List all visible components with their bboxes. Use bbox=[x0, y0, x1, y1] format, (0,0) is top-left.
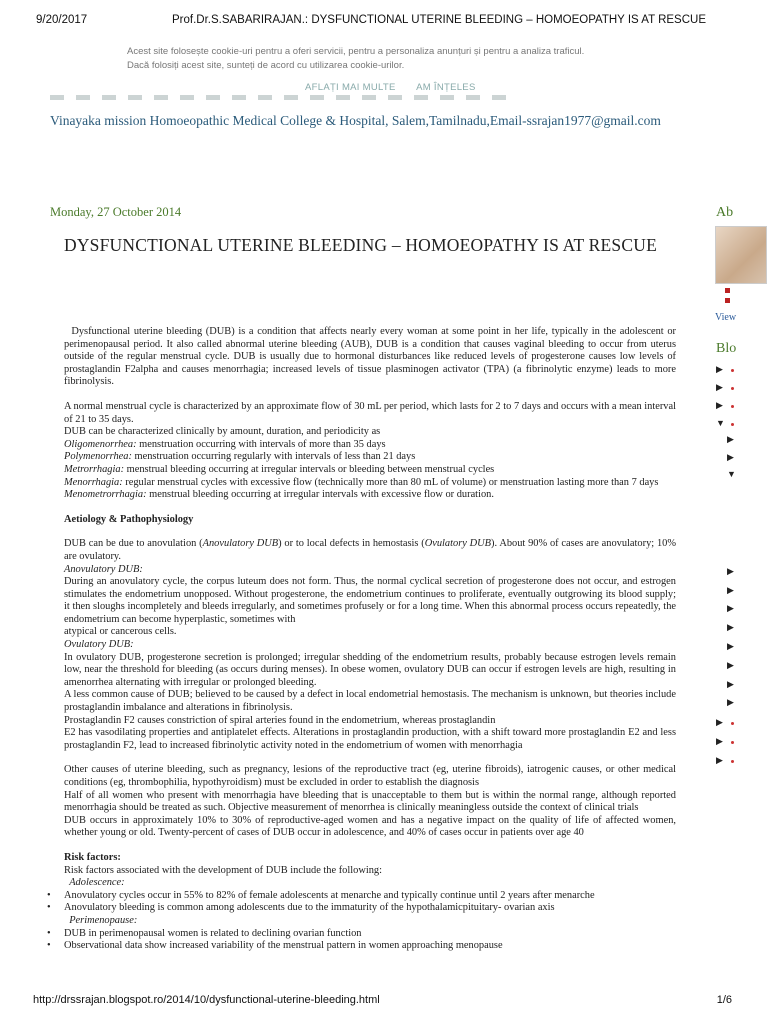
archive-toggle-icon[interactable]: ▶ bbox=[716, 364, 723, 374]
risk-factors-intro: Risk factors associated with the development of DUB include the following: bbox=[64, 864, 383, 876]
cycle-paragraph: A normal menstrual cycle is characterized by an approximate flow of 30 mL per period, which lasts for 2 to 7 days and occurs with a mean interval of 21 to 35 days. bbox=[64, 400, 676, 425]
accept-cookies-button[interactable]: AM ÎNȚELES bbox=[416, 82, 476, 93]
archive-toggle-icon[interactable]: ▶ bbox=[727, 641, 734, 651]
ovulatory-label: Ovulatory DUB: bbox=[64, 639, 134, 651]
prostaglandin-f2-line: Prostaglandin F2 causes constriction of spiral arteries found in the endometrium, whereas prostaglandin bbox=[64, 714, 496, 726]
blog-archive-heading: Blo bbox=[716, 341, 737, 356]
archive-link[interactable] bbox=[731, 760, 734, 763]
archive-toggle-icon[interactable]: ▶ bbox=[727, 585, 734, 595]
list-item: • Anovulatory cycles occur in 55% to 82% of female adolescents at menarche and typically continue until 2 years after menarche bbox=[64, 890, 676, 903]
list-item: • Anovulatory bleeding is common among adolescents due to the immaturity of the hypothalamicpituitary- ovarian axis bbox=[64, 902, 676, 915]
profile-link-marker[interactable] bbox=[725, 298, 730, 303]
adolescence-label: Adolescence: bbox=[69, 877, 125, 889]
archive-toggle-icon[interactable]: ▼ bbox=[727, 469, 736, 479]
learn-more-button[interactable]: AFLAȚI MAI MULTE bbox=[305, 82, 396, 93]
hidden-blog-title-strip bbox=[50, 95, 510, 100]
archive-toggle-icon[interactable]: ▶ bbox=[716, 736, 723, 746]
archive-link[interactable] bbox=[731, 423, 734, 426]
archive-link[interactable] bbox=[731, 722, 734, 725]
occurrence-paragraph: DUB occurs in approximately 10% to 30% of reproductive-aged women and has a negative impact on the quality of life of affected women, whether young or old. Twenty-percent of cases of DUB occur in adolescence, and 40% of cases occur in patients over age 40 bbox=[64, 814, 676, 839]
cookie-text-line2: Dacă folosiți acest site, sunteți de acord cu utilizarea cookie-urilor. bbox=[127, 60, 405, 71]
post-date: Monday, 27 October 2014 bbox=[50, 205, 182, 219]
archive-toggle-icon[interactable]: ▶ bbox=[727, 452, 734, 462]
anovulatory-label: Anovulatory DUB: bbox=[64, 563, 143, 575]
prostaglandin-e2-paragraph: E2 has vasodilating properties and antiplatelet effects. Alterations in prostaglandin production, with a shift toward more prostaglandin E2 and less prostaglandin F2, lead to increased fibrinolytic activity noted in the endometrium of women with menorrhagia bbox=[64, 727, 676, 751]
archive-toggle-icon[interactable]: ▶ bbox=[727, 697, 734, 707]
blog-description: Vinayaka mission Homoeopathic Medical College & Hospital, Salem,Tamilnadu,Email-ssrajan1977@gmail.com bbox=[50, 113, 661, 128]
right-sidebar bbox=[712, 0, 768, 1024]
profile-link-marker[interactable] bbox=[725, 288, 730, 293]
archive-toggle-icon[interactable]: ▶ bbox=[727, 603, 734, 613]
archive-toggle-icon[interactable]: ▼ bbox=[716, 418, 725, 428]
archive-toggle-icon[interactable]: ▶ bbox=[716, 400, 723, 410]
archive-link[interactable] bbox=[731, 741, 734, 744]
post-body bbox=[64, 326, 676, 953]
archive-toggle-icon[interactable]: ▶ bbox=[727, 622, 734, 632]
print-header bbox=[0, 14, 768, 30]
list-item: • Observational data show increased variability of the menstrual pattern in women approaching menopause bbox=[64, 940, 676, 953]
archive-link[interactable] bbox=[731, 405, 734, 408]
def-menorrhagia: Menorrhagia: regular menstrual cycles with excessive flow (technically more than 80 mL of volume) or menstruation lasting more than 7 days bbox=[64, 476, 659, 488]
perimenopause-label: Perimenopause: bbox=[69, 914, 138, 926]
print-title: Prof.Dr.S.SABARIRAJAN.: DYSFUNCTIONAL UTERINE BLEEDING – HOMOEOPATHY IS AT RESCUE bbox=[172, 14, 707, 26]
other-causes-paragraph: Other causes of uterine bleeding, such as pregnancy, lesions of the reproductive tract (eg, uterine fibroids), iatrogenic causes, or other medical conditions (eg, thrombophilia, hypothyroidism) must be excluded in order to establish the diagnosis bbox=[64, 764, 676, 788]
archive-toggle-icon[interactable]: ▶ bbox=[716, 755, 723, 765]
archive-toggle-icon[interactable]: ▶ bbox=[727, 679, 734, 689]
archive-link[interactable] bbox=[731, 387, 734, 390]
list-item: • DUB in perimenopausal women is related to declining ovarian function bbox=[64, 928, 676, 941]
def-oligomenorrhea: Oligomenorrhea: menstruation occurring with intervals of more than 35 days bbox=[64, 438, 386, 450]
half-women-paragraph: Half of all women who present with menorrhagia have bleeding that is unacceptable to them but is within the normal range, although reported menorrhagia should be treated as such. Objective measurement of menorrhea is clinically meaningless outside the context of clinical trials bbox=[64, 789, 676, 814]
characterized-line: DUB can be characterized clinically by amount, duration, and periodicity as bbox=[64, 426, 381, 438]
cookie-text-line1: Acest site folosește cookie-uri pentru a oferi servicii, pentru a personaliza anunțuri și pentru a analiza traficul. bbox=[127, 46, 585, 57]
archive-toggle-icon[interactable]: ▶ bbox=[727, 434, 734, 444]
intro-paragraph: Dysfunctional uterine bleeding (DUB) is a condition that affects nearly every woman at some point in her life, typically in the adolescent or perimenopausal period. It also called abnormal uterine bleeding (AUB), DUB is a condition that causes vaginal bleeding to occur from uterus outside of the regular menstrual cycle. DUB is usually due to hormonal disturbances like reduced levels of progesterone causes low levels of prostaglandin F2alpha and causes menorrhagia; increased levels of tissue plasminogen activator (TPA) (a fibrinolytic enzyme) leads to more fibrinolysis. bbox=[64, 326, 676, 388]
archive-link[interactable] bbox=[731, 369, 734, 372]
ovulatory-paragraph: In ovulatory DUB, progesterone secretion is prolonged; irregular shedding of the endometrium results, probably because estrogen levels remain low, near the threshold for bleeding (as occurs during menses). In obese women, ovulatory DUB can occur if estrogen levels are high, resulting in amenorrhea alternating with irregular or prolonged bleeding. bbox=[64, 651, 676, 688]
perimenopause-list bbox=[64, 928, 676, 953]
post-title[interactable]: DYSFUNCTIONAL UTERINE BLEEDING – HOMOEOPATHY IS AT RESCUE bbox=[64, 235, 657, 255]
profile-photo[interactable] bbox=[715, 226, 767, 284]
archive-toggle-icon[interactable]: ▶ bbox=[727, 566, 734, 576]
adolescence-list bbox=[64, 890, 676, 915]
anovulatory-paragraph: During an anovulatory cycle, the corpus luteum does not form. Thus, the normal cyclical secretion of progesterone does not occur, and estrogen stimulates the endometrium unopposed. Without progesterone, the endometrium continues to proliferate, eventually outgrowing its blood supply; it then sloughs incompletely and bleeds irregularly, and sometimes profusely or for a long time. When this abnormal process occurs repeatedly, the endometrium can become hyperplastic, sometimes with bbox=[64, 576, 676, 625]
less-common-paragraph: A less common cause of DUB; believed to be caused by a defect in local endometrial hemostasis. The mechanism is unknown, but theories include prostaglandin imbalance and alterations in fibrinolysis. bbox=[64, 689, 676, 714]
cookie-actions bbox=[305, 82, 494, 93]
view-profile-link[interactable]: View bbox=[715, 312, 737, 323]
def-polymenorrhea: Polymenorrhea: menstruation occurring regularly with intervals of less than 21 days bbox=[64, 451, 416, 463]
def-menometrorrhagia: Menometrorrhagia: menstrual bleeding occurring at irregular intervals with excessive flow or duration. bbox=[64, 489, 494, 501]
aetiology-heading: Aetiology & Pathophysiology bbox=[64, 513, 194, 525]
cookie-notice bbox=[127, 45, 647, 73]
risk-factors-heading: Risk factors: bbox=[64, 851, 121, 863]
print-page-number: 1/6 bbox=[716, 994, 732, 1006]
def-metrorrhagia: Metrorrhagia: menstrual bleeding occurring at irregular intervals or bleeding between menstrual cycles bbox=[64, 463, 495, 475]
archive-toggle-icon[interactable]: ▶ bbox=[727, 660, 734, 670]
print-url: http://drssrajan.blogspot.ro/2014/10/dysfunctional-uterine-bleeding.html bbox=[33, 994, 380, 1006]
aetiology-paragraph: DUB can be due to anovulation (Anovulatory DUB) or to local defects in hemostasis (Ovulatory DUB). About 90% of cases are anovulatory; 10% are ovulatory. bbox=[64, 538, 676, 562]
anovulatory-tail: atypical or cancerous cells. bbox=[64, 626, 177, 638]
archive-toggle-icon[interactable]: ▶ bbox=[716, 717, 723, 727]
archive-toggle-icon[interactable]: ▶ bbox=[716, 382, 723, 392]
about-heading: Ab bbox=[716, 205, 734, 220]
print-date: 9/20/2017 bbox=[36, 14, 88, 26]
